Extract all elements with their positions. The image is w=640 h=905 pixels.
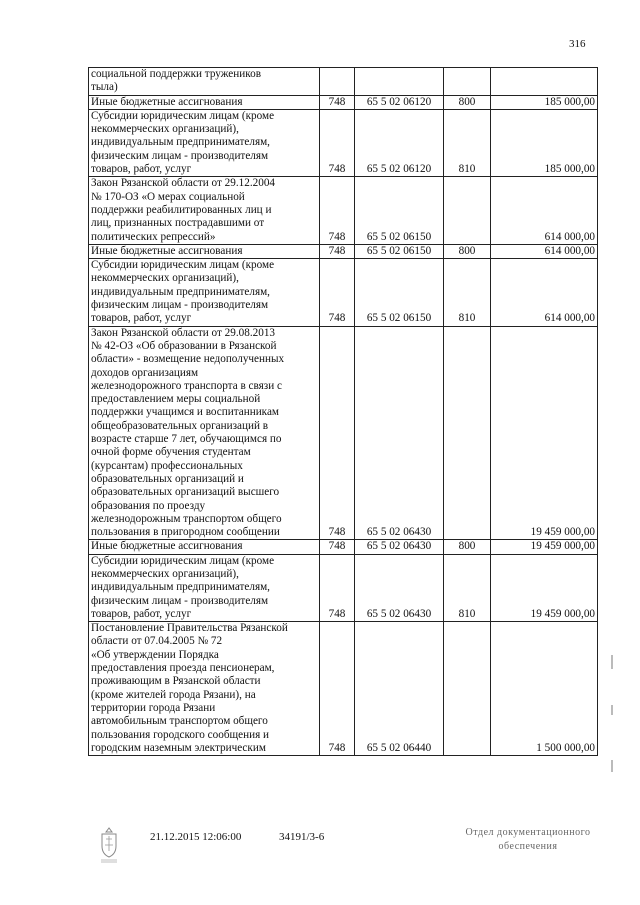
margin-mark — [611, 760, 613, 772]
row-description: Постановление Правительства Рязанской области от 07.04.2005 № 72 «Об утверждении Порядка предоставления проезда пенсионерам, проживающим в Рязанской области (кроме жителей города Рязани), на территории города Рязани автомобильным транспортом общего пользования городского сообщения и городским наземным электрическим — [89, 622, 320, 756]
row-target-article: 65 5 02 06150 — [355, 177, 444, 244]
table-row — [89, 622, 598, 756]
row-expense-type — [444, 622, 491, 756]
row-description: Закон Рязанской области от 29.08.2013 № 42-ОЗ «Об образовании в Рязанской области» - возмещение недополученных доходов организациям железнодорожного транспорта в связи с предоставлением меры социальной поддержки учащимся и воспитанникам общеобразовательных организаций в возрасте старше 7 лет, обучающимся по очной форме обучения студентам (курсантам) профессиональных образовательных организаций и образовательных организаций высшего образования по проезду железнодорожным транспортом общего пользования в пригородном сообщении — [89, 326, 320, 540]
row-code: 748 — [320, 95, 355, 109]
coat-of-arms-icon — [98, 826, 120, 864]
row-target-article: 65 5 02 06120 — [355, 95, 444, 109]
row-amount: 614 000,00 — [491, 177, 598, 244]
row-target-article: 65 5 02 06430 — [355, 540, 444, 554]
row-target-article: 65 5 02 06150 — [355, 259, 444, 326]
table-body — [89, 68, 598, 756]
row-expense-type — [444, 177, 491, 244]
row-expense-type: 810 — [444, 554, 491, 621]
margin-mark — [611, 655, 613, 669]
row-expense-type — [444, 326, 491, 540]
stamp-line-1: Отдел документационного — [465, 827, 591, 838]
row-amount: 614 000,00 — [491, 259, 598, 326]
margin-mark — [611, 705, 613, 715]
row-code: 748 — [320, 177, 355, 244]
row-description: Иные бюджетные ассигнования — [89, 540, 320, 554]
row-description: Субсидии юридическим лицам (кроме некоммерческих организаций), индивидуальным предпринимателям, физическим лицам - производителям товаров, работ, услуг — [89, 109, 320, 176]
row-description: Субсидии юридическим лицам (кроме некоммерческих организаций), индивидуальным предпринимателям, физическим лицам - производителям товаров, работ, услуг — [89, 259, 320, 326]
row-amount: 19 459 000,00 — [491, 326, 598, 540]
row-expense-type: 800 — [444, 244, 491, 258]
row-target-article: 65 5 02 06120 — [355, 109, 444, 176]
page-number: 316 — [569, 38, 586, 50]
table-row — [89, 540, 598, 554]
row-amount: 1 500 000,00 — [491, 622, 598, 756]
row-expense-type: 810 — [444, 109, 491, 176]
budget-table — [88, 67, 598, 756]
row-code: 748 — [320, 244, 355, 258]
row-amount: 185 000,00 — [491, 95, 598, 109]
table-row — [89, 326, 598, 540]
row-description: Иные бюджетные ассигнования — [89, 95, 320, 109]
row-expense-type: 800 — [444, 540, 491, 554]
row-amount: 19 459 000,00 — [491, 554, 598, 621]
row-amount: 185 000,00 — [491, 109, 598, 176]
row-code: 748 — [320, 259, 355, 326]
row-expense-type — [444, 68, 491, 96]
table-row — [89, 95, 598, 109]
row-description: Иные бюджетные ассигнования — [89, 244, 320, 258]
row-target-article: 65 5 02 06440 — [355, 622, 444, 756]
footer-doc-number: 34191/3-6 — [279, 831, 325, 843]
table-row — [89, 177, 598, 244]
row-target-article: 65 5 02 06430 — [355, 326, 444, 540]
row-target-article: 65 5 02 06430 — [355, 554, 444, 621]
row-code — [320, 68, 355, 96]
row-code: 748 — [320, 326, 355, 540]
table-row — [89, 244, 598, 258]
row-description: Закон Рязанской области от 29.12.2004 № 170-ОЗ «О мерах социальной поддержки реабилитированных лиц и лиц, признанных пострадавшими от политических репрессий» — [89, 177, 320, 244]
row-target-article: 65 5 02 06150 — [355, 244, 444, 258]
row-code: 748 — [320, 540, 355, 554]
table-row — [89, 109, 598, 176]
row-expense-type: 810 — [444, 259, 491, 326]
row-description: Субсидии юридическим лицам (кроме некоммерческих организаций), индивидуальным предпринимателям, физическим лицам - производителям товаров, работ, услуг — [89, 554, 320, 621]
row-description: социальной поддержки тружеников тыла) — [89, 68, 320, 96]
row-expense-type: 800 — [444, 95, 491, 109]
row-amount: 19 459 000,00 — [491, 540, 598, 554]
table-row — [89, 259, 598, 326]
row-target-article — [355, 68, 444, 96]
department-stamp — [448, 826, 608, 854]
table-row — [89, 554, 598, 621]
row-amount: 614 000,00 — [491, 244, 598, 258]
stamp-line-2: обеспечения — [498, 841, 558, 852]
row-amount — [491, 68, 598, 96]
row-code: 748 — [320, 109, 355, 176]
row-code: 748 — [320, 554, 355, 621]
row-code: 748 — [320, 622, 355, 756]
table-row — [89, 68, 598, 96]
footer-datetime: 21.12.2015 12:06:00 — [150, 831, 242, 843]
